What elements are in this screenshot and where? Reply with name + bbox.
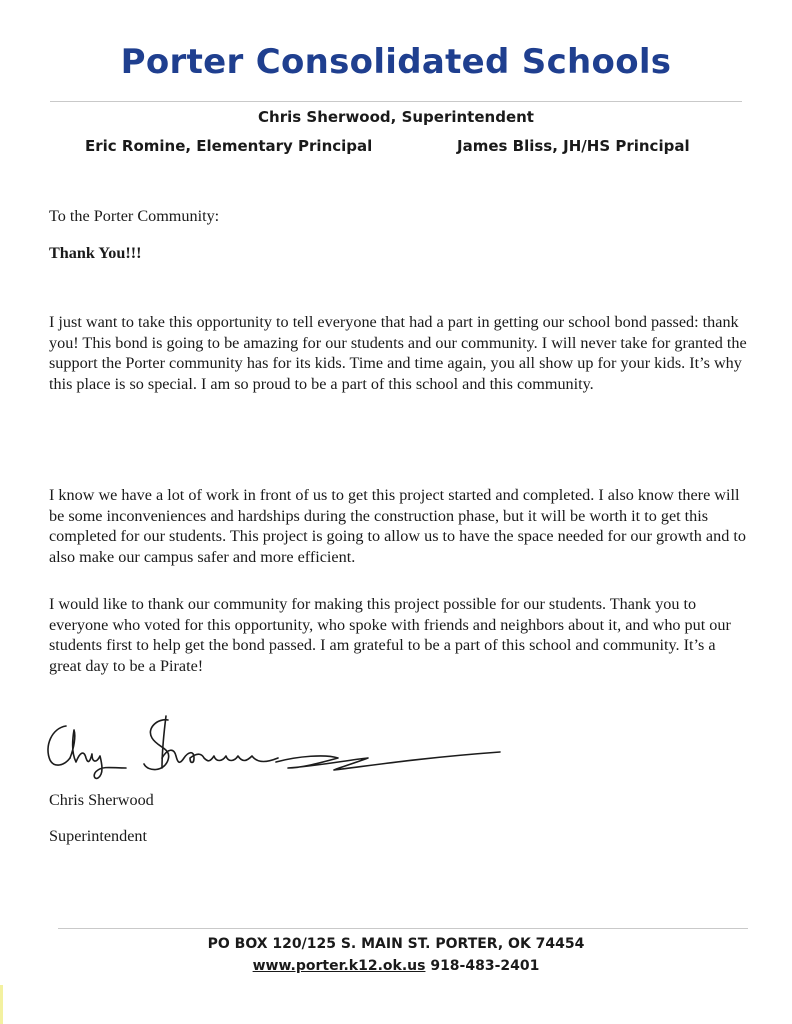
elementary-principal-line: Eric Romine, Elementary Principal [85, 137, 373, 155]
footer-phone: 918-483-2401 [430, 958, 540, 974]
footer-divider [58, 928, 748, 929]
paragraph-3: I would like to thank our community for making this project possible for our students. Thank you to everyone who voted for this opportunity, who spoke with friends and neighbors about it, and who put our students first to help get the bond passed. I am grateful to be a part of this school and community. It’s a great day to be a Pirate! [49, 595, 731, 675]
jh-hs-principal-line: James Bliss, JH/HS Principal [457, 137, 690, 155]
thank-you-heading: Thank You!!! [49, 244, 142, 262]
signer-title: Superintendent [49, 827, 148, 845]
paragraph-2: I know we have a lot of work in front of us to get this project started and completed. I also know there will be some inconveniences and hardships during the construction phase, but it will be worth it to get this completed for our students. This project is going to allow us to have the space needed for our growth and to also make our campus safer and more efficient. [49, 486, 746, 566]
handwritten-signature [38, 712, 518, 782]
scan-edge-mark [0, 985, 3, 1024]
header-divider [50, 101, 742, 102]
signer-name: Chris Sherwood [49, 791, 154, 809]
org-name-heading: Porter Consolidated Schools [120, 42, 672, 82]
salutation: To the Porter Community: [49, 207, 220, 225]
superintendent-line: Chris Sherwood, Superintendent [258, 108, 534, 126]
paragraph-1: I just want to take this opportunity to tell everyone that had a part in getting our school bond passed: thank you! This bond is going to be amazing for our students and our community. I will never take for granted the support the Porter community has for its kids. Time and time again, you all show up for your kids. It’s why this place is so special. I am so proud to be a part of this school and this community. [49, 313, 747, 393]
footer-contact [0, 958, 792, 974]
website-link[interactable]: www.porter.k12.ok.us [252, 958, 426, 974]
footer-address: PO BOX 120/125 S. MAIN ST. PORTER, OK 74454 [207, 936, 585, 952]
